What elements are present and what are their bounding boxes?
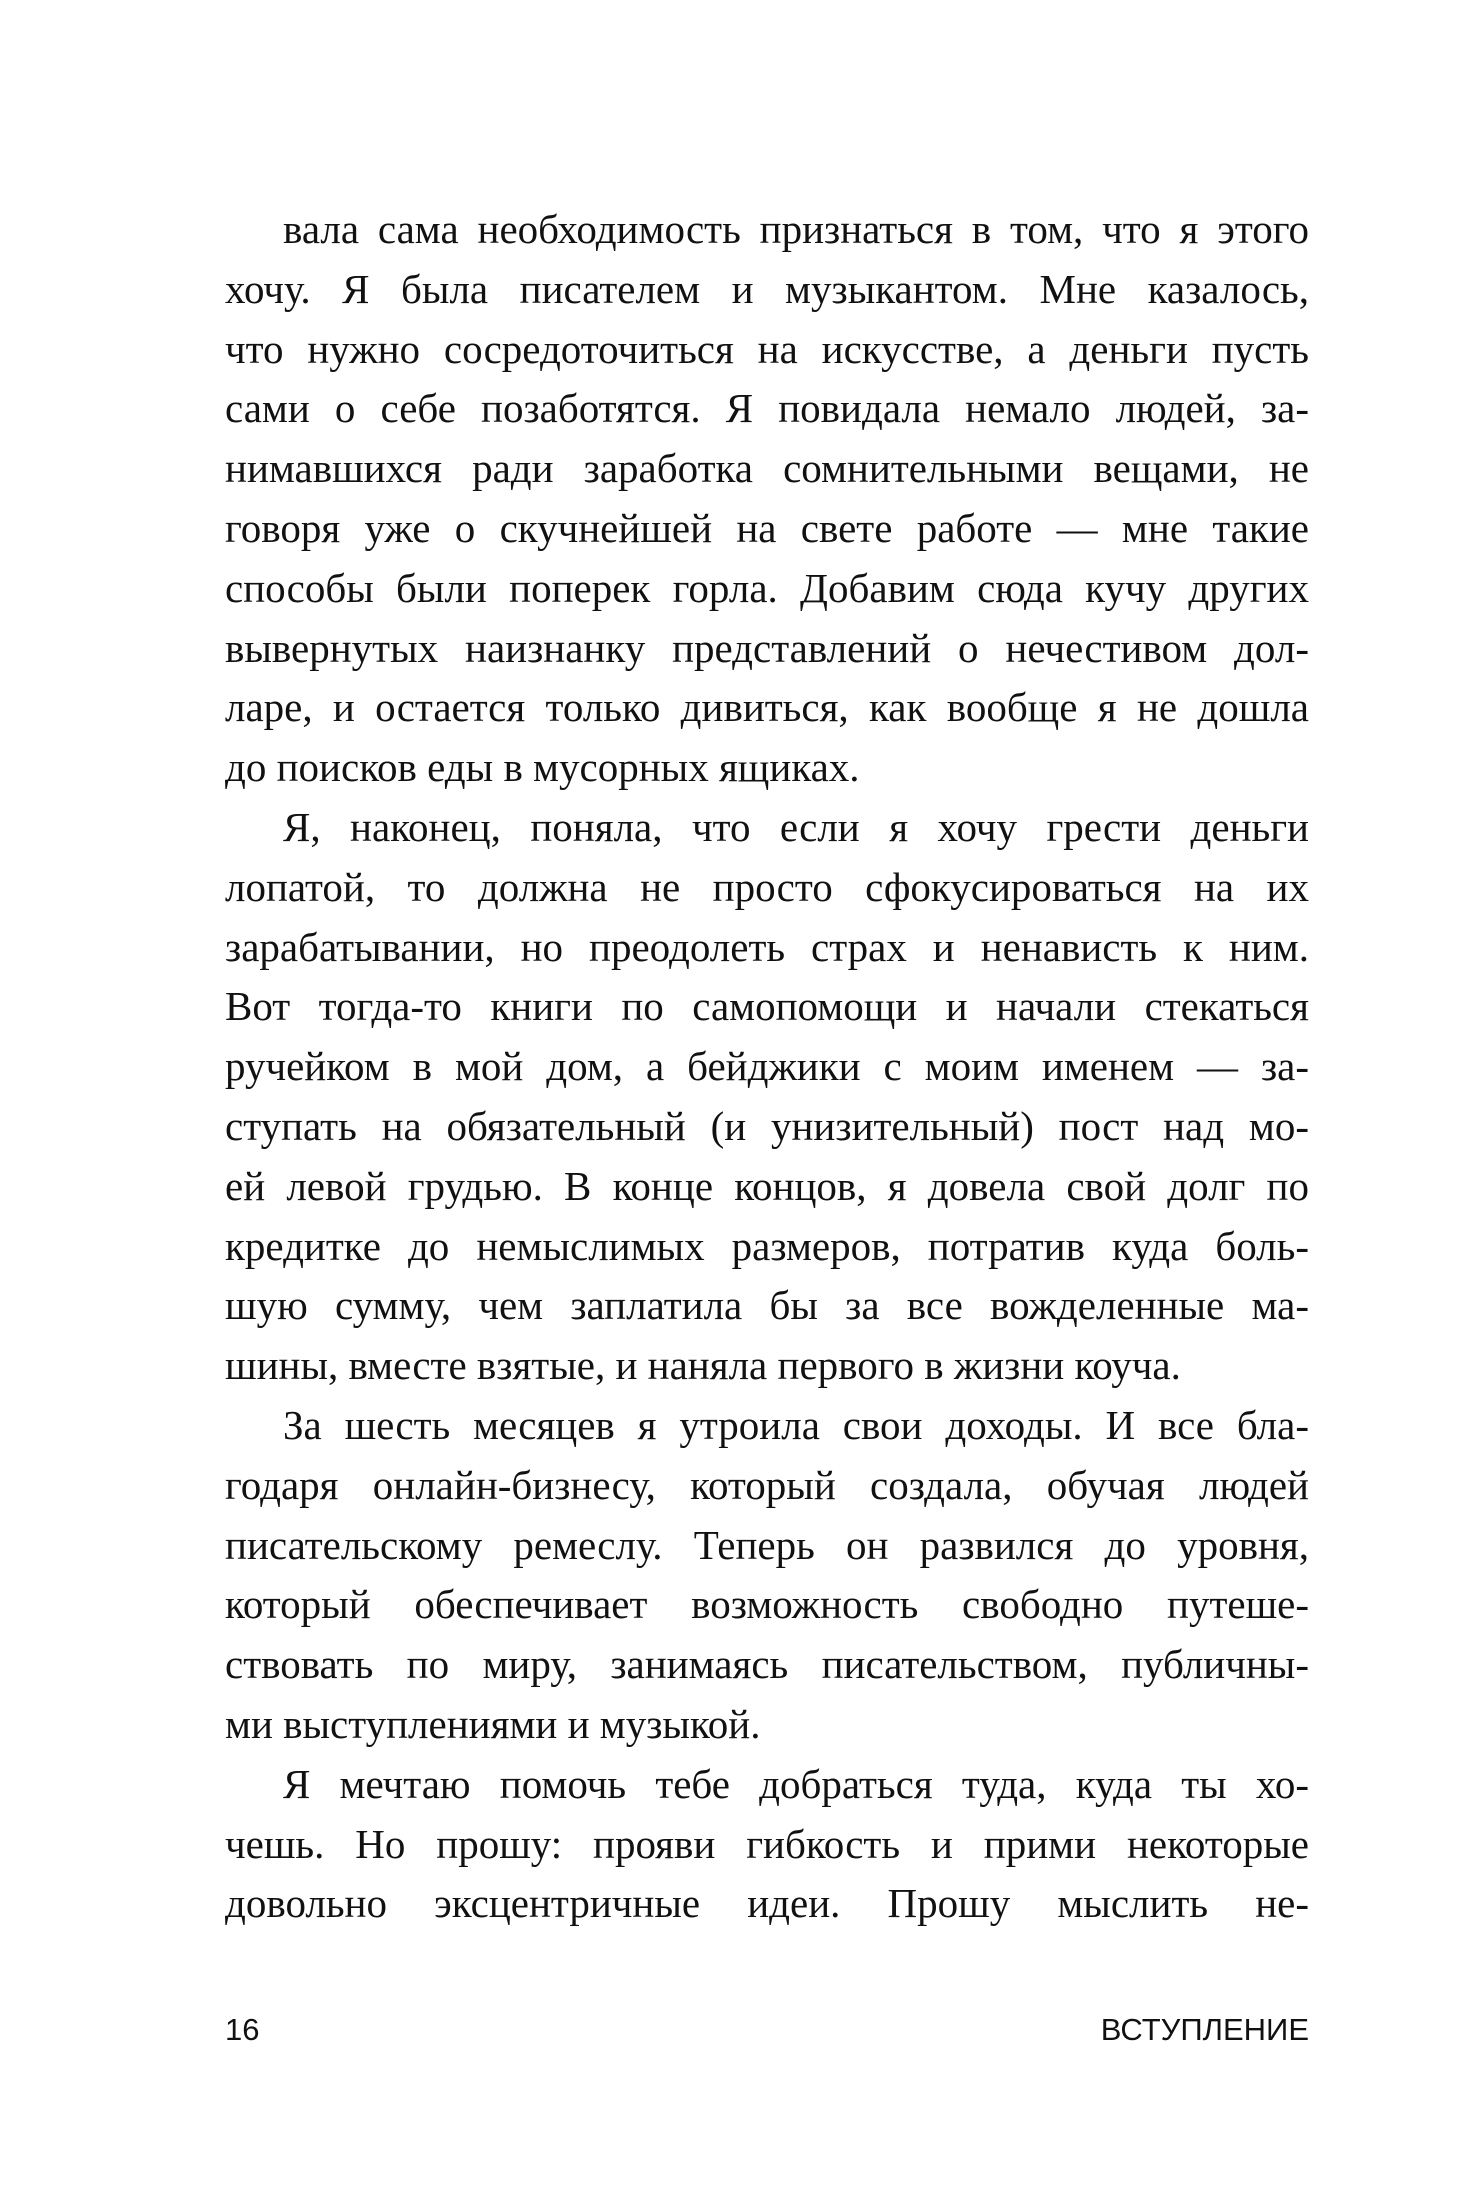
body-text — [225, 200, 1309, 1934]
text-line: вала сама необходимость признаться в том, что я этого — [283, 206, 1309, 252]
text-line: который обеспечивает возможность свободно путеше- — [225, 1581, 1309, 1628]
text-line: Я, наконец, поняла, что если я хочу грести деньги — [283, 803, 1309, 850]
text-line: годаря онлайн-бизнесу, который создала, обучая людей — [225, 1461, 1309, 1508]
text-line: Я мечтаю помочь тебе добраться туда, куда ты хо- — [283, 1760, 1309, 1807]
text-line: шины, вместе взятые, и наняла первого в жизни коуча. — [225, 1342, 1181, 1389]
text-line: кредитке до немыслимых размеров, потратив куда боль- — [225, 1222, 1309, 1269]
paragraph — [225, 798, 1309, 1396]
paragraph — [225, 1755, 1309, 1934]
text-line: чешь. Но прошу: прояви гибкость и прими некоторые — [225, 1820, 1309, 1867]
text-line: сами о себе позаботятся. Я повидала немало людей, за- — [225, 385, 1309, 432]
text-line: вывернутых наизнанку представлений о нечестивом дол- — [225, 624, 1309, 671]
text-line: ручейком в мой дом, а бейджики с моим именем — за- — [225, 1043, 1309, 1090]
text-line: лопатой, то должна не просто сфокусироваться на их — [225, 863, 1309, 910]
text-line: писательскому ремеслу. Теперь он развился до уровня, — [225, 1521, 1309, 1568]
text-line: нимавшихся ради заработка сомнительными вещами, не — [225, 445, 1309, 492]
text-line: способы были поперек горла. Добавим сюда кучу других — [225, 564, 1309, 611]
text-line: зарабатывании, но преодолеть страх и ненависть к ним. — [225, 923, 1309, 970]
page-footer — [225, 2012, 1309, 2048]
text-line: шую сумму, чем заплатила бы за все вожделенные ма- — [225, 1282, 1309, 1329]
text-line: ствовать по миру, занимаясь писательством, публичны- — [225, 1641, 1309, 1688]
text-line: что нужно сосредоточиться на искусстве, а деньги пусть — [225, 325, 1309, 372]
text-line: ми выступлениями и музыкой. — [225, 1700, 761, 1747]
text-line: до поисков еды в мусорных ящиках. — [225, 744, 860, 791]
text-line: ларе, и остается только дивиться, как вообще я не дошла — [225, 684, 1309, 731]
running-head-section-title: ВСТУПЛЕНИЕ — [1100, 2012, 1309, 2047]
paragraph — [225, 200, 1309, 798]
text-line: ступать на обязательный (и унизительный) пост над мо- — [225, 1102, 1309, 1149]
text-line: говоря уже о скучнейшей на свете работе — мне такие — [225, 504, 1309, 551]
text-line: ей левой грудью. В конце концов, я довела свой долг по — [225, 1162, 1309, 1209]
text-line: За шесть месяцев я утроила свои доходы. И все бла- — [283, 1401, 1309, 1448]
page-number: 16 — [225, 2012, 260, 2047]
paragraph — [225, 1396, 1309, 1755]
text-line: Вот тогда-то книги по самопомощи и начали стекаться — [225, 983, 1309, 1030]
text-line: довольно эксцентричные идеи. Прошу мыслить не- — [225, 1880, 1309, 1927]
text-line: хочу. Я была писателем и музыкантом. Мне казалось, — [225, 265, 1309, 312]
